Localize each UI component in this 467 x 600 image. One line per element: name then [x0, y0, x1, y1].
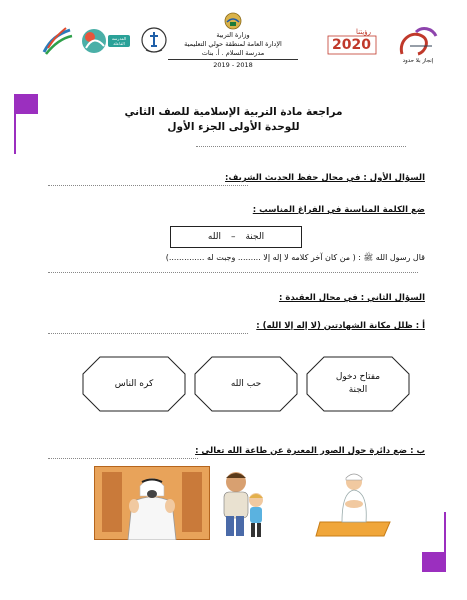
- school-tagline-logo: [392, 20, 444, 68]
- picture-boy-praying-on-mat[interactable]: [314, 466, 396, 540]
- option-octagon-2[interactable]: [194, 356, 298, 412]
- word-option-1: الجنة: [245, 232, 265, 242]
- picture-man-and-boy[interactable]: [214, 466, 274, 540]
- circle-logo: [140, 26, 168, 54]
- vision-2020-logo: [326, 26, 378, 58]
- page-title: مراجعة مادة التربية الإسلامية للصف الثاني: [124, 106, 343, 118]
- school-logo-text: المدرسة الفاعلة: [111, 36, 127, 46]
- swoosh-logo: [40, 26, 74, 56]
- question-2-heading: السؤال الثاني : في مجال العقيدة :: [278, 293, 425, 303]
- hadith-sentence: قال رسول الله ﷺ : ( من كان آخر كلامه لا إله إلا ......... وجبت له ..............): [165, 253, 425, 262]
- title-divider: [196, 146, 406, 147]
- question-1-heading: السؤال الأول : في مجال حفظ الحديث الشريف:: [225, 173, 425, 183]
- word-option-2: الله: [207, 232, 221, 242]
- accent-bar-bottom-right-line: [444, 512, 446, 572]
- school-year: 2018 - 2019: [168, 59, 298, 70]
- option-hating-people: كره الناس: [114, 378, 154, 389]
- word-separator: –: [230, 232, 236, 242]
- question-1-bottom-divider: [48, 272, 418, 273]
- picture-praying-man[interactable]: [94, 466, 210, 540]
- question-2b-divider: [48, 458, 198, 459]
- effective-school-logo: [80, 26, 132, 56]
- word-bank-box: [170, 226, 302, 248]
- directorate-name: الإدارة العامة لمنطقة حولي التعليمية: [184, 40, 282, 48]
- vision-text: رؤيتنا: [356, 28, 372, 36]
- vision-year: 2020: [332, 37, 371, 53]
- accent-bar-top-left-line: [14, 94, 16, 154]
- option-key-to-paradise: مفتاح دخول الجنة: [335, 372, 381, 395]
- option-octagon-3[interactable]: [82, 356, 186, 412]
- tagline-text: إنجاز بلا حدود: [402, 58, 434, 64]
- page-subtitle: للوحدة الأولى الجزء الأول: [167, 121, 300, 133]
- option-love-of-allah: حب الله: [230, 378, 262, 389]
- question-2-part-b: ب : ضع دائرة حول الصور المعبرة عن طاعة الله تعالى :: [195, 446, 425, 456]
- question-2-part-a: أ : ظلل مكانة الشهادتين (لا إله إلا الله) :: [256, 321, 425, 331]
- ministry-name: وزارة التربية: [216, 31, 250, 39]
- accent-bar-bottom-right: [422, 552, 446, 572]
- kuwait-emblem-icon: [223, 12, 243, 30]
- option-octagon-1[interactable]: [306, 356, 410, 412]
- question-1-divider: [48, 185, 248, 186]
- question-2-divider: [48, 333, 248, 334]
- question-1-instruction: ضع الكلمة المناسبة في الفراغ المناسب :: [252, 205, 425, 215]
- ministry-block: [168, 12, 298, 70]
- school-name: مدرسة السلام . أ. بنات: [201, 49, 265, 57]
